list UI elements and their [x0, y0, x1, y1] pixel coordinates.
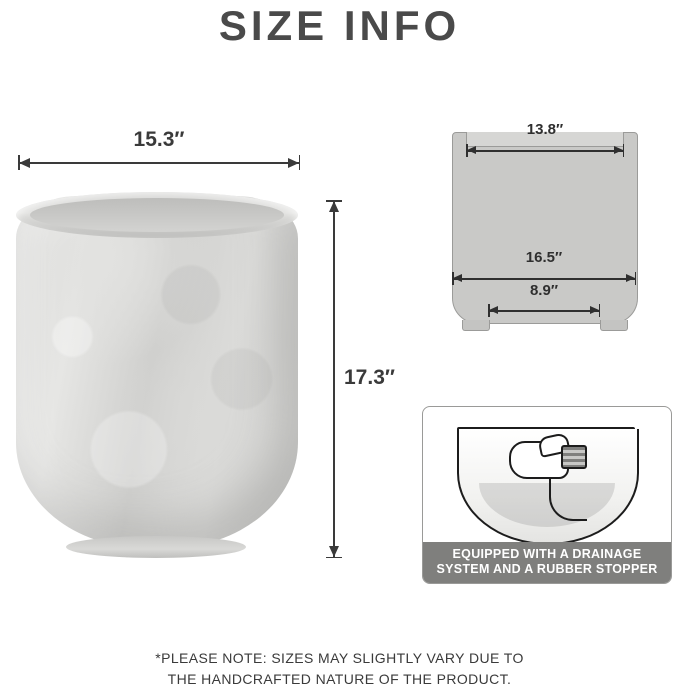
footnote-line1: *PLEASE NOTE: SIZES MAY SLIGHTLY VARY DUE TO [155, 650, 524, 666]
dim-arrow-right-icon [614, 146, 623, 154]
height-line [333, 200, 335, 558]
footnote-line2: THE HANDCRAFTED NATURE OF THE PRODUCT. [167, 671, 512, 687]
top-inner-width-label: 13.8″ [526, 121, 564, 138]
cross-section-diagram [422, 118, 668, 336]
dim-arrow-right-icon [626, 274, 635, 282]
drainage-caption-line2: SYSTEM AND A RUBBER STOPPER [436, 562, 658, 576]
width-line [18, 162, 300, 164]
planter-illustration [8, 190, 308, 570]
dim-arrow-right-icon [590, 306, 599, 314]
drainage-caption [423, 542, 671, 583]
page-title: SIZE INFO [218, 2, 461, 49]
base-width-label: 8.9″ [529, 282, 559, 299]
width-arrow-right-icon [288, 158, 299, 168]
hand-holding-stopper-icon [509, 433, 585, 481]
dim-arrow-left-icon [453, 274, 462, 282]
drainage-caption-line1: EQUIPPED WITH A DRAINAGE [452, 547, 642, 561]
height-arrow-up-icon [329, 201, 339, 212]
height-dimension-line [326, 200, 342, 558]
dim-arrow-left-icon [467, 146, 476, 154]
planter-base [66, 536, 246, 558]
base-width-line [488, 304, 600, 318]
planter-inner-cavity [30, 198, 284, 232]
dim-arrow-left-icon [489, 306, 498, 314]
cross-section-foot-left [462, 320, 490, 331]
dim-line [452, 278, 636, 280]
drainage-panel [422, 406, 672, 584]
planter-body [16, 196, 298, 548]
height-arrow-down-icon [329, 546, 339, 557]
footnote [0, 648, 679, 690]
top-inner-width-line [466, 144, 624, 158]
width-dimension-line [18, 155, 300, 171]
dim-line [466, 150, 624, 152]
width-dimension-label: 15.3″ [133, 128, 185, 151]
height-dimension-label: 17.3″ [344, 366, 395, 389]
width-arrow-left-icon [19, 158, 30, 168]
dim-line [488, 310, 600, 312]
rubber-stopper-icon [561, 445, 587, 469]
outer-width-label: 16.5″ [525, 249, 563, 266]
cross-section-foot-right [600, 320, 628, 331]
